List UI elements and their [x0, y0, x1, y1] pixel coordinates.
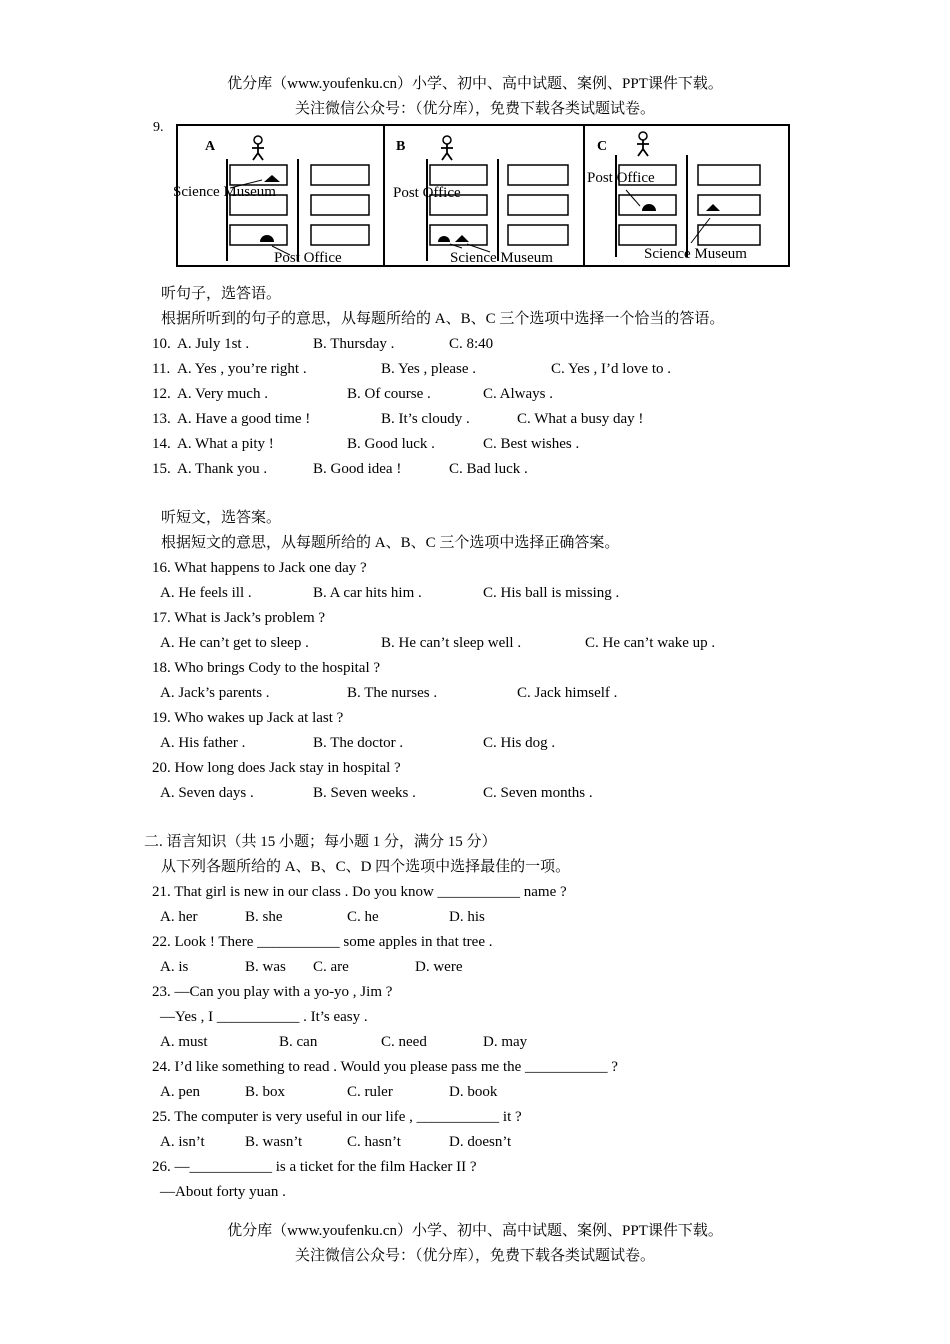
option-d: D. were	[415, 959, 463, 975]
option-c: C. What a busy day !	[517, 411, 644, 427]
option-c: C. ruler	[347, 1084, 393, 1100]
option-b: B. she	[245, 909, 283, 925]
panel-a	[173, 136, 369, 266]
option-b: B. Thursday .	[313, 336, 395, 352]
panel-label: Post Office	[587, 170, 655, 186]
option-a: A. July 1st .	[177, 336, 250, 352]
question-number: 13.	[152, 411, 171, 427]
option-a: A. Seven days .	[160, 785, 254, 801]
option-c: C. need	[381, 1034, 427, 1050]
option-c: C. He can’t wake up .	[585, 635, 716, 651]
panel-letter: B	[396, 139, 406, 154]
building-block	[430, 165, 487, 185]
panel-c	[587, 132, 760, 262]
option-c: C. His ball is missing .	[483, 585, 620, 601]
option-d: D. doesn’t	[449, 1134, 512, 1150]
panel-b	[393, 136, 568, 266]
panel-label: Post Office	[274, 250, 342, 266]
section-title: 听句子，选答语。	[161, 286, 282, 302]
option-b: B. wasn’t	[245, 1134, 303, 1150]
question-number: 12.	[152, 386, 171, 402]
question-stem: 24. I’d like something to read . Would you please pass me the ___________ ?	[152, 1059, 618, 1075]
panel-label: Science Museum	[644, 246, 747, 262]
option-a: A. Yes , you’re right .	[177, 361, 307, 377]
option-b: B. The doctor .	[313, 735, 404, 751]
figure-number: 9.	[153, 120, 164, 135]
question-number: 11.	[152, 361, 171, 377]
option-a: A. is	[160, 959, 189, 975]
option-b: B. Good luck .	[347, 436, 435, 452]
option-c: C. Best wishes .	[483, 436, 580, 452]
option-a: A. He can’t get to sleep .	[160, 635, 309, 651]
panel-letter: C	[597, 139, 608, 154]
person-icon	[441, 136, 453, 160]
header-line-2: 关注微信公众号：（优分库），免费下载各类试题试卷。	[294, 101, 655, 117]
person-icon	[252, 136, 264, 160]
section-title: 二. 语言知识（共 15 小题；每小题 1 分，满分 15 分）	[144, 834, 497, 850]
panel-label: Post Office	[393, 185, 461, 201]
building-block	[311, 225, 369, 245]
option-b: B. can	[279, 1034, 318, 1050]
person-icon	[637, 132, 649, 156]
triangle-marker-icon	[264, 175, 280, 182]
triangle-marker-icon	[706, 204, 720, 211]
option-a: A. Jack’s parents .	[160, 685, 270, 701]
question-stem: 21. That girl is new in our class . Do you know ___________ name ?	[152, 884, 567, 900]
question-stem: 26. —___________ is a ticket for the film Hacker II ?	[152, 1159, 477, 1175]
question-number: 15.	[152, 461, 171, 477]
building-block	[508, 165, 568, 185]
building-block	[698, 195, 760, 215]
section-instruction: 根据短文的意思，从每题所给的 A、B、C 三个选项中选择正确答案。	[161, 535, 620, 551]
question-stem: 20. How long does Jack stay in hospital ?	[152, 760, 401, 776]
option-a: A. isn’t	[160, 1134, 205, 1150]
option-a: A. her	[160, 909, 198, 925]
option-c: C. Yes , I’d love to .	[551, 361, 672, 377]
pointer-line	[691, 218, 710, 243]
option-c: C. are	[313, 959, 349, 975]
building-block	[311, 195, 369, 215]
option-b: B. Yes , please .	[381, 361, 477, 377]
panel-letter: A	[205, 139, 216, 154]
building-block	[619, 225, 676, 245]
option-c: C. Seven months .	[483, 785, 593, 801]
option-b: B. Seven weeks .	[313, 785, 416, 801]
building-block	[508, 225, 568, 245]
dome-marker-icon	[438, 236, 450, 242]
dome-marker-icon	[642, 204, 656, 211]
question-stem: 17. What is Jack’s problem ?	[152, 610, 326, 626]
option-a: A. Have a good time !	[177, 411, 311, 427]
option-c: C. 8:40	[449, 336, 494, 352]
question-stem: 22. Look ! There ___________ some apples in that tree .	[152, 934, 493, 950]
option-c: C. Jack himself .	[517, 685, 618, 701]
question-stem-reply: —Yes , I ___________ . It’s easy .	[160, 1009, 368, 1025]
question-number: 14.	[152, 436, 171, 452]
question-stem: 16. What happens to Jack one day ?	[152, 560, 367, 576]
option-b: B. box	[245, 1084, 286, 1100]
panel-label: Science Museum	[173, 184, 276, 200]
option-b: B. It’s cloudy .	[381, 411, 470, 427]
option-b: B. Of course .	[347, 386, 431, 402]
building-block	[698, 165, 760, 185]
option-c: C. Bad luck .	[449, 461, 528, 477]
option-b: B. The nurses .	[347, 685, 438, 701]
option-b: B. Good idea !	[313, 461, 402, 477]
option-a: A. Very much .	[177, 386, 268, 402]
header-line-1: 优分库（www.youfenku.cn）小学、初中、高中试题、案例、PPT课件下载。	[227, 76, 723, 92]
option-b: B. He can’t sleep well .	[381, 635, 522, 651]
building-block	[230, 225, 287, 245]
question-number: 10.	[152, 336, 171, 352]
option-d: D. book	[449, 1084, 498, 1100]
dome-marker-icon	[260, 235, 274, 242]
option-c: C. hasn’t	[347, 1134, 401, 1150]
building-block	[311, 165, 369, 185]
option-a: A. What a pity !	[177, 436, 274, 452]
option-b: B. A car hits him .	[313, 585, 422, 601]
footer-line-2: 关注微信公众号：（优分库），免费下载各类试题试卷。	[294, 1248, 655, 1264]
question-stem: 18. Who brings Cody to the hospital ?	[152, 660, 381, 676]
question-stem-reply: —About forty yuan .	[160, 1184, 286, 1200]
option-a: A. He feels ill .	[160, 585, 252, 601]
section-instruction: 根据所听到的句子的意思，从每题所给的 A、B、C 三个选项中选择一个恰当的答语。	[161, 311, 725, 327]
footer-line-1: 优分库（www.youfenku.cn）小学、初中、高中试题、案例、PPT课件下载。	[227, 1223, 723, 1239]
panel-label: Science Museum	[450, 250, 553, 266]
option-c: C. Always .	[483, 386, 554, 402]
section-title: 听短文，选答案。	[161, 510, 282, 526]
section-instruction: 从下列各题所给的 A、B、C、D 四个选项中选择最佳的一项。	[161, 859, 571, 875]
question-stem: 23. —Can you play with a yo-yo , Jim ?	[152, 984, 393, 1000]
building-block	[508, 195, 568, 215]
question-stem: 25. The computer is very useful in our life , ___________ it ?	[152, 1109, 522, 1125]
option-d: D. his	[449, 909, 485, 925]
question-9-figure	[150, 118, 800, 270]
option-a: A. pen	[160, 1084, 200, 1100]
pointer-line	[626, 190, 640, 206]
triangle-marker-icon	[455, 235, 469, 242]
option-a: A. His father .	[160, 735, 246, 751]
option-a: A. must	[160, 1034, 208, 1050]
building-block	[698, 225, 760, 245]
option-d: D. may	[483, 1034, 528, 1050]
option-a: A. Thank you .	[177, 461, 268, 477]
option-c: C. His dog .	[483, 735, 556, 751]
option-c: C. he	[347, 909, 379, 925]
option-b: B. was	[245, 959, 286, 975]
question-stem: 19. Who wakes up Jack at last ?	[152, 710, 344, 726]
